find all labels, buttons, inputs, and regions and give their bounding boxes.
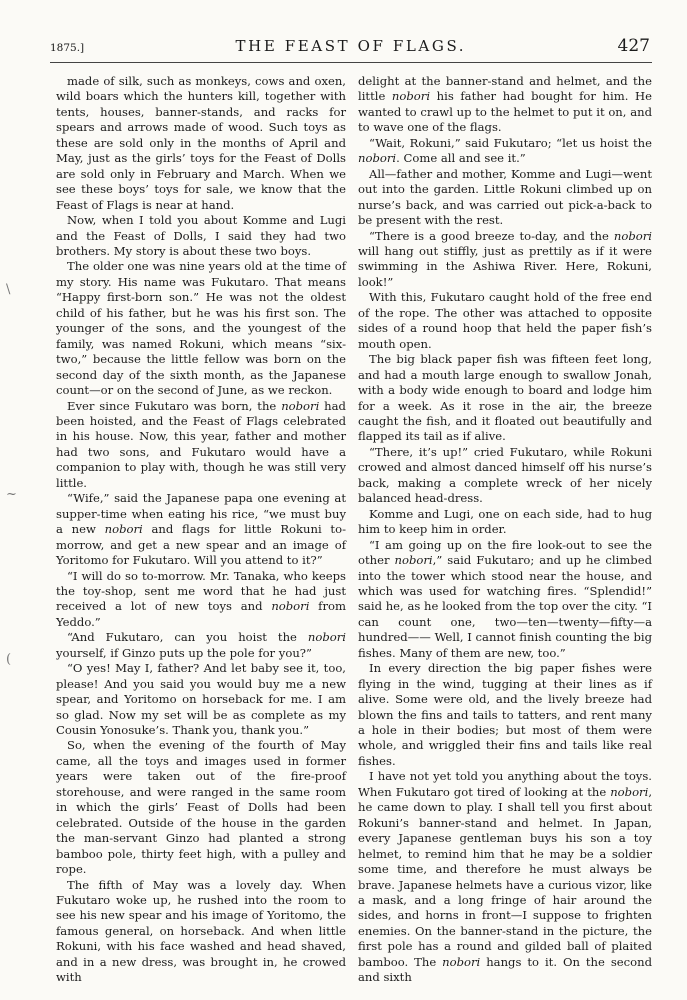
paragraph: Komme and Lugi, one on each side, had to hug him to keep him in order.: [358, 506, 652, 537]
paragraph: delight at the banner-stand and helmet, and the little nobori his father had bought for him. He wanted to crawl up to the helmet to put it on, and to wave one of the flags.: [358, 74, 652, 135]
paragraph: The older one was nine years old at the time of my story. His name was Fukutaro. That means “Happy first-born son.” He was not the oldest child of his father, but he was his first son. The younger of the sons, and the youngest of the family, was named Rokuni, which means “six-two,” because the little fellow was born on the second day of the sixth month, as the Japanese count—or on the second of June, as we reckon.: [56, 259, 346, 398]
header-year: 1875.]: [50, 42, 85, 54]
header-rule: [50, 62, 652, 63]
paragraph: “There, it’s up!” cried Fukutaro, while Rokuni crowed and almost danced himself off his nurse’s back, making a complete wreck of her nicely balanced head-dress.: [358, 444, 652, 506]
paragraph: All—father and mother, Komme and Lugi—went out into the garden. Little Rokuni climbed up on nurse’s back, and was carried out pick-a-back to be present with the rest.: [358, 166, 652, 228]
margin-mark: (: [6, 652, 12, 667]
paragraph: In every direction the big paper fishes were flying in the wind, tugging at their lines as if alive. Some were old, and the lively breeze had blown the fins and tails to tatters, and rent many a hole in their bodies; but most of them were whole, and wriggled their fins and tails like real fishes.: [358, 661, 652, 768]
margin-mark: \: [6, 282, 11, 297]
paragraph: Ever since Fukutaro was born, the nobori had been hoisted, and the Feast of Flags celebrated in his house. Now, this year, father and mother had two sons, and Fukutaro would have a companion to play with, though he was still very little.: [56, 398, 346, 490]
paragraph: “O yes! May I, father? And let baby see it, too, please! And you said you would buy me a new spear, and Yoritomo on horseback for me. I am so glad. Now my set will be as complete as my Cousin Yonosuke’s. Thank you, thank you.”: [56, 661, 346, 738]
paragraph: So, when the evening of the fourth of May came, all the toys and images used in former years were taken out of the fire-proof storehouse, and were ranged in the same room in which the girls’ Feast of Dolls had been celebrated. Outside of the house in the garden the man-servant Ginzo had planted a strong bamboo pole, thirty feet high, with a pulley and rope.: [56, 738, 346, 877]
paragraph: “There is a good breeze to-day, and the nobori will hang out stiffly, just as prettily as if it were swimming in the Ashiwa River. Here, Rokuni, look!”: [358, 228, 652, 289]
paragraph: “I am going up on the fire look-out to see the other nobori,” said Fukutaro; and up he climbed into the tower which stood near the house, and which was used for watching fires. “Splendid!” said he, as he looked from the top over the city. “I can count one, two—ten—twenty—fifty—a hundred—— Well, I cannot finish counting the big fishes. Many of them are new, too.”: [358, 537, 652, 660]
paragraph: made of silk, such as monkeys, cows and oxen, wild boars which the hunters kill, together with tents, houses, banner-stands, and racks for spears and arrows made of wood. Such toys as these are sold only in the months of April and May, just as the girls’ toys for the Feast of Dolls are sold only in February and March. When we see these boys’ toys for sale, we know that the Feast of Flags is near at hand.: [56, 74, 346, 212]
header-title: THE FEAST OF FLAGS.: [235, 37, 467, 55]
paragraph: “I will do so to-morrow. Mr. Tanaka, who keeps the toy-shop, sent me word that he had just received a lot of new toys and nobori from Yeddo.”: [56, 568, 346, 629]
paragraph: Now, when I told you about Komme and Lugi and the Feast of Dolls, I said they had two brothers. My story is about these two boys.: [56, 213, 346, 258]
paragraph: I have not yet told you anything about the toys. When Fukutaro got tired of looking at the nobori, he came down to play. I shall tell you first about Rokuni’s banner-stand and helmet. In Japan, every Japanese gentleman buys his son a toy helmet, to remind him that he may be a soldier some time, and therefore he must always be brave. Japanese helmets have a curious vizor, like a mask, and a long fringe of hair around the sides, and horns in front—I suppose to frighten enemies. On the banner-stand in the picture, the first pole has a round and gilded ball of plaited bamboo. The nobori hangs to it. On the second and sixth: [358, 769, 652, 985]
margin-mark: ~: [6, 487, 17, 502]
right-column: [358, 74, 652, 986]
left-column: [56, 74, 346, 986]
paragraph: “And Fukutaro, can you hoist the nobori yourself, if Ginzo puts up the pole for you?”: [56, 630, 346, 660]
running-header: [50, 36, 650, 58]
paragraph: The big black paper fish was fifteen feet long, and had a mouth large enough to swallow Jonah, with a body wide enough to board and lodge him for a week. As it rose in the air, the breeze caught the fish, and it floated out beautifully and flapped its tail as if alive.: [358, 352, 652, 444]
paragraph: The fifth of May was a lovely day. When Fukutaro woke up, he rushed into the room to see his new spear and his image of Yoritomo, the famous general, on horseback. And when little Rokuni, with his face washed and head shaved, and in a new dress, was brought in, he crowed with: [56, 877, 346, 985]
paragraph: “Wait, Rokuni,” said Fukutaro; “let us hoist the nobori. Come all and see it.”: [358, 135, 652, 166]
paragraph: With this, Fukutaro caught hold of the free end of the rope. The other was attached to opposite sides of a round hoop that held the paper fish’s mouth open.: [358, 290, 652, 351]
paragraph: “Wife,” said the Japanese papa one evening at supper-time when eating his rice, “we must buy a new nobori and flags for little Rokuni to-morrow, and get a new spear and an image of Yoritomo for Fukutaro. Will you attend to it?”: [56, 491, 346, 568]
page-number: 427: [617, 36, 650, 56]
